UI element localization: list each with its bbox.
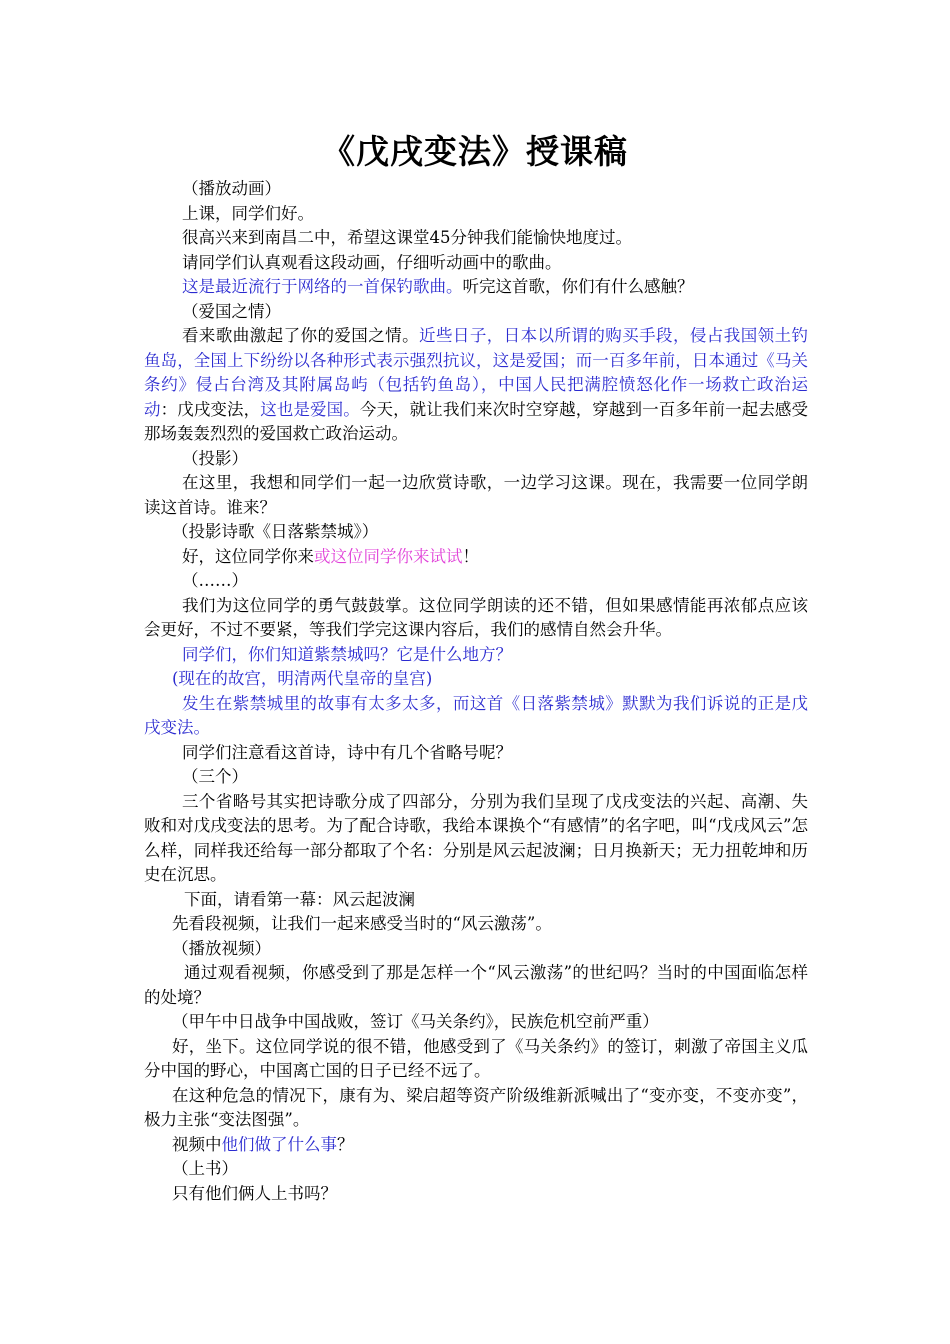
paragraph <box>144 177 808 202</box>
paragraph-text: 他们做了什么事 <box>221 1134 337 1154</box>
paragraph-text: 很高兴来到南昌二中，希望这课堂45分钟我们能愉快地度过。 <box>182 228 632 247</box>
document-body <box>144 177 808 1206</box>
paragraph-text: ：戊戌变法， <box>160 399 261 419</box>
paragraph <box>144 1035 808 1084</box>
paragraph <box>144 300 808 325</box>
paragraph <box>144 1084 808 1133</box>
paragraph-text: 上课，同学们好。 <box>182 203 314 223</box>
paragraph-text: 我们为这位同学的勇气鼓鼓掌。这位同学朗读的还不错，但如果感情能再浓郁点应该会更好，不过不要紧，等我们学完这课内容后，我们的感情自然会升华。 <box>144 595 808 639</box>
paragraph <box>144 202 808 227</box>
paragraph-text: 发生在紫禁城里的故事有太多太多，而这首《日落紫禁城》默默为我们诉说的正是戊戌变法。 <box>144 693 808 737</box>
paragraph <box>144 1157 808 1182</box>
paragraph-text: （甲午中日战争中国战败，签订《马关条约》，民族危机空前严重） <box>172 1012 659 1031</box>
paragraph-text: （上书） <box>172 1159 238 1178</box>
paragraph-text: （投影诗歌《日落紫禁城》） <box>172 522 379 541</box>
paragraph-text: 看来歌曲激起了你的爱国之情。 <box>182 326 420 345</box>
paragraph-text: （爱国之情） <box>182 301 281 321</box>
paragraph <box>144 961 808 1010</box>
paragraph-text: 同学们，你们知道紫禁城吗？它是什么地方？ <box>182 644 512 664</box>
page-title: 《戊戌变法》授课稿 <box>322 132 628 171</box>
paragraph <box>144 667 808 692</box>
paragraph <box>144 275 808 300</box>
paragraph <box>144 692 808 741</box>
paragraph-text: 好，坐下。这位同学说的很不错，他感受到了《马关条约》的签订，刺激了帝国主义瓜分中国的野心，中国离亡国的日子已经不远了。 <box>144 1036 808 1080</box>
paragraph <box>144 545 808 570</box>
paragraph-text: 这也是爱国。 <box>260 399 360 419</box>
paragraph <box>144 790 808 888</box>
paragraph-text: （三个） <box>182 767 248 786</box>
paragraph-text: 今天，就让我们来次时空穿越，穿越到一百多年前一起去感受那场轰轰烈烈的爱国救亡政治运动。 <box>144 399 809 443</box>
paragraph-text: 通过观看视频，你感受到了那是怎样一个“风云激荡”的世纪吗？当时的中国面临怎样的处境？ <box>144 963 808 1007</box>
paragraph <box>144 937 808 962</box>
paragraph <box>144 569 808 594</box>
paragraph-text: （播放动画） <box>182 179 281 198</box>
paragraph-text: (现在的故宫，明清两代皇帝的皇宫) <box>172 669 433 688</box>
paragraph-text: 在这里，我想和同学们一起一边欣赏诗歌，一边学习这课。现在，我需要一位同学朗读这首诗。谁来？ <box>144 473 808 517</box>
paragraph <box>144 447 808 472</box>
paragraph <box>144 1182 808 1207</box>
paragraph <box>144 765 808 790</box>
paragraph <box>144 471 808 520</box>
paragraph-text: （……） <box>182 571 248 590</box>
paragraph <box>144 520 808 545</box>
paragraph-text: 请同学们认真观看这段动画，仔细听动画中的歌曲。 <box>182 252 562 272</box>
paragraph-text: 同学们注意看这首诗，诗中有几个省略号呢？ <box>182 742 512 762</box>
paragraph-text: 近些日子，日本以所谓的购买手段，侵占我国领土钓鱼岛，全国上下纷纷以各种形式表示强烈抗议，这是爱国；而一百多年前，日本通过《马关条约》侵占台湾及其附属岛屿（包括钓鱼岛），中国人民把满腔愤怒化作一场救亡政治运动 <box>144 326 809 419</box>
paragraph-text: 这是最近流行于网络的一首保钓歌曲。 <box>182 277 463 296</box>
paragraph <box>144 912 808 937</box>
paragraph <box>144 324 808 447</box>
paragraph-text: 三个省略号其实把诗歌分成了四部分，分别为我们呈现了戊戌变法的兴起、高潮、失败和对戊戌变法的思考。为了配合诗歌，我给本课换个“有感情”的名字吧，叫“戊戌风云”怎么样，同样我还给每一部分都取了个名：分别是风云起波澜；日月换新天；无力扭乾坤和历史在沉思。 <box>144 791 808 884</box>
paragraph-text: 先看段视频，让我们一起来感受当时的“风云激荡”。 <box>172 914 552 933</box>
paragraph <box>144 1010 808 1035</box>
paragraph <box>144 1133 808 1158</box>
paragraph-text: ？ <box>337 1134 354 1154</box>
paragraph-text: ！ <box>462 546 479 566</box>
paragraph <box>144 226 808 251</box>
paragraph <box>144 594 808 643</box>
paragraph <box>144 251 808 276</box>
paragraph-text: 或这位同学你来试试 <box>314 546 463 566</box>
paragraph-text: （播放视频） <box>172 938 271 958</box>
paragraph-text: 视频中 <box>172 1134 222 1154</box>
paragraph <box>144 741 808 766</box>
paragraph-text: （投影） <box>182 448 248 468</box>
paragraph-text: 下面，请看第一幕：风云起波澜 <box>184 889 415 909</box>
paragraph-text: 只有他们俩人上书吗？ <box>172 1183 337 1203</box>
paragraph-text: 听完这首歌，你们有什么感触？ <box>462 277 694 296</box>
paragraph-text: 好，这位同学你来 <box>182 546 314 566</box>
paragraph-text: 在这种危急的情况下，康有为、梁启超等资产阶级维新派喊出了“变亦变，不变亦变”， 极力主张“变法图强”。 <box>144 1085 808 1129</box>
paragraph <box>144 643 808 668</box>
paragraph <box>144 888 808 913</box>
